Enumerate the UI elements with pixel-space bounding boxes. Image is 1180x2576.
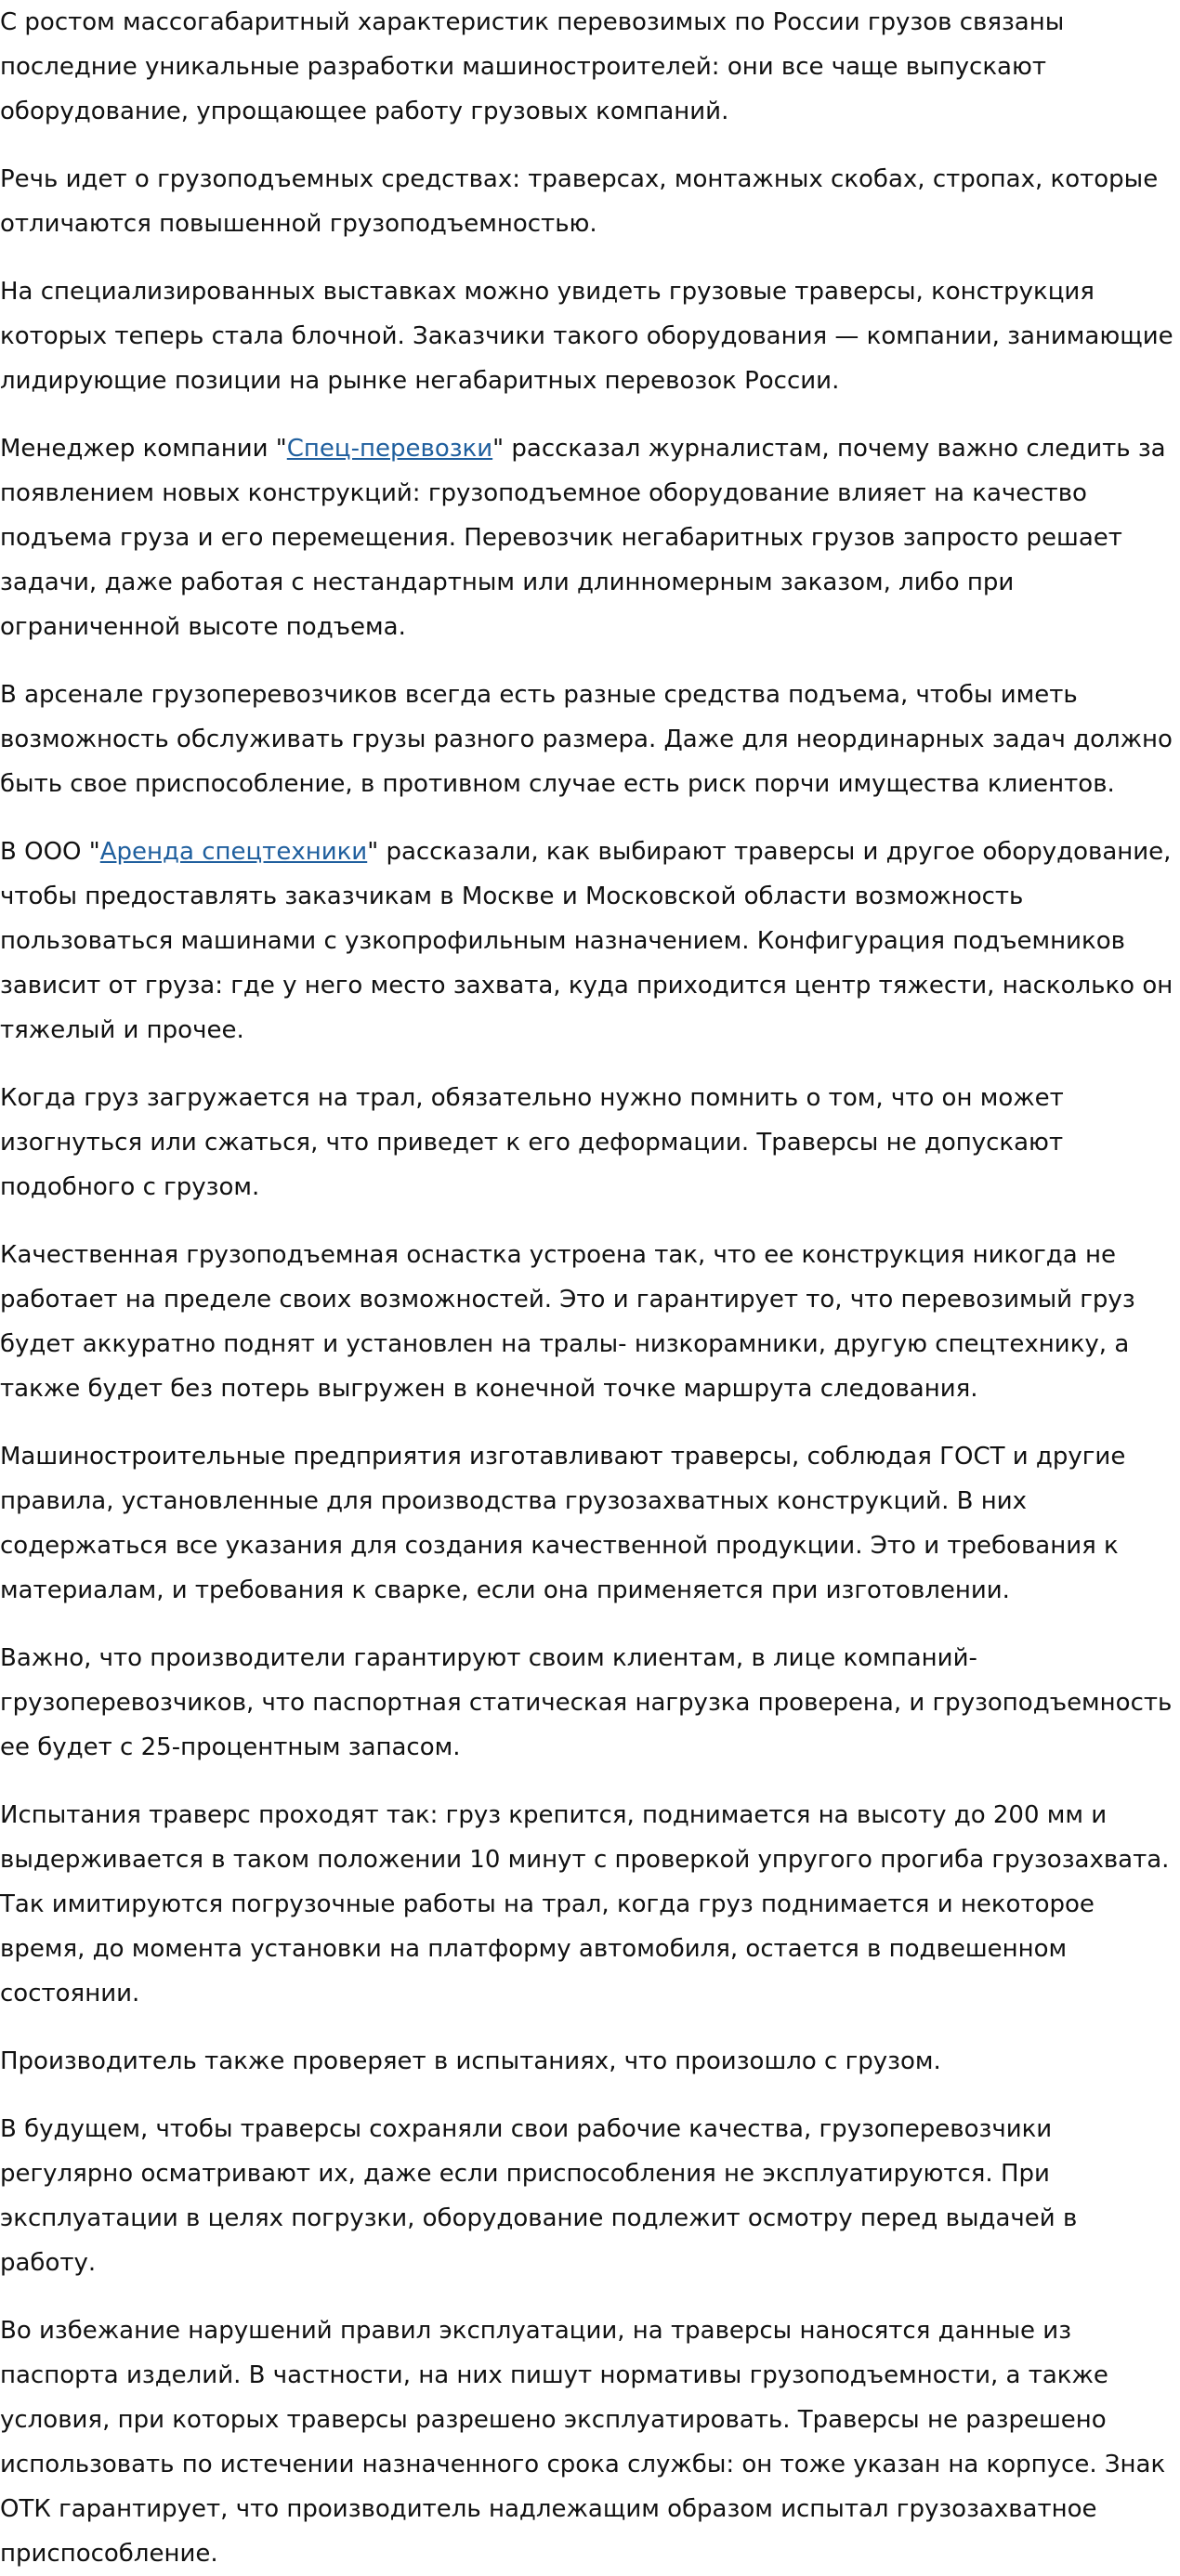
paragraph-7: Когда груз загружается на трал, обязательно нужно помнить о том, что он может изогнуться или сжаться, что приведет к его деформации. Траверсы не допускают подобного с грузом. — [0, 1084, 1064, 1201]
spec-perevozki-link[interactable]: Спец-перевозки — [286, 435, 493, 463]
paragraph-6 — [0, 830, 1180, 1053]
paragraph-5: В арсенале грузоперевозчиков всегда есть разные средства подъема, чтобы иметь возможность обслуживать грузы разного размера. Даже для неординарных задач должно быть свое приспособление, в противном случае есть риск порчи имущества клиентов. — [0, 681, 1173, 798]
paragraph-12: Производитель также проверяет в испытаниях, что произошло с грузом. — [0, 2047, 941, 2075]
paragraph-4 — [0, 426, 1180, 649]
paragraph-9: Машиностроительные предприятия изготавливают траверсы, соблюдая ГОСТ и другие правила, установленные для производства грузозахватных конструкций. В них содержаться все указания для создания качественной продукции. Это и требования к материалам, и требования к сварке, если она применяется при изготовлении. — [0, 1443, 1126, 1604]
paragraph-1: С ростом массогабаритный характеристик перевозимых по России грузов связаны последние уникальные разработки машиностроителей: они все чаще выпускают оборудование, упрощающее работу грузовых компаний. — [0, 8, 1065, 125]
paragraph-14: Во избежание нарушений правил эксплуатации, на траверсы наносятся данные из паспорта изделий. В частности, на них пишут нормативы грузоподъемности, а также условия, при которых траверсы разрешено эксплуатировать. Траверсы не разрешено использовать по истечении назначенного срока службы: он тоже указан на корпусе. Знак ОТК гарантирует, что производитель надлежащим образом испытал грузозахватное приспособление. — [0, 2317, 1166, 2568]
paragraph-3: На специализированных выставках можно увидеть грузовые траверсы, конструкция которых теперь стала блочной. Заказчики такого оборудования — компании, занимающие лидирующие позиции на рынке негабаритных перевозок России. — [0, 278, 1173, 395]
paragraph-4-text-before: Менеджер компании " — [0, 435, 287, 463]
paragraph-6-text-after: " рассказали, как выбирают траверсы и другое оборудование, чтобы предоставлять заказчикам в Москве и Московской области возможность пользоваться машинами с узкопрофильным назначением. Конфигурация подъемников зависит от груза: где у него место захвата, куда приходится центр тяжести, насколько он тяжелый и прочее. — [0, 838, 1173, 1044]
paragraph-10: Важно, что производители гарантируют своим клиентам, в лице компаний-грузоперевозчиков, что паспортная статическая нагрузка проверена, и грузоподъемность ее будет с 25-процентным запасом. — [0, 1644, 1173, 1761]
paragraph-2: Речь идет о грузоподъемных средствах: траверсах, монтажных скобах, стропах, которые отличаются повышенной грузоподъемностью. — [0, 165, 1159, 238]
paragraph-13: В будущем, чтобы траверсы сохраняли свои рабочие качества, грузоперевозчики регулярно осматривают их, даже если приспособления не эксплуатируются. При эксплуатации в целях погрузки, оборудование подлежит осмотру перед выдачей в работу. — [0, 2115, 1078, 2277]
paragraph-8: Качественная грузоподъемная оснастка устроена так, что ее конструкция никогда не работает на пределе своих возможностей. Это и гарантирует то, что перевозимый груз будет аккуратно поднят и установлен на тралы- низкорамники, другую спецтехнику, а также будет без потерь выгружен в конечной точке маршрута следования. — [0, 1241, 1135, 1403]
arenda-spectehniki-link[interactable]: Аренда спецтехники — [99, 838, 368, 866]
paragraph-11: Испытания траверс проходят так: груз крепится, поднимается на высоту до 200 мм и выдерживается в таком положении 10 минут с проверкой упругого прогиба грузозахвата. Так имитируются погрузочные работы на трал, когда груз поднимается и некоторое время, до момента установки на платформу автомобиля, остается в подвешенном состоянии. — [0, 1801, 1170, 2007]
paragraph-4-text-after: " рассказал журналистам, почему важно следить за появлением новых конструкций: грузоподъемное оборудование влияет на качество подъема груза и его перемещения. Перевозчик негабаритных грузов запросто решает задачи, даже работая с нестандартным или длинномерным заказом, либо при ограниченной высоте подъема. — [0, 435, 1166, 641]
paragraph-6-text-before: В ООО " — [0, 838, 100, 866]
